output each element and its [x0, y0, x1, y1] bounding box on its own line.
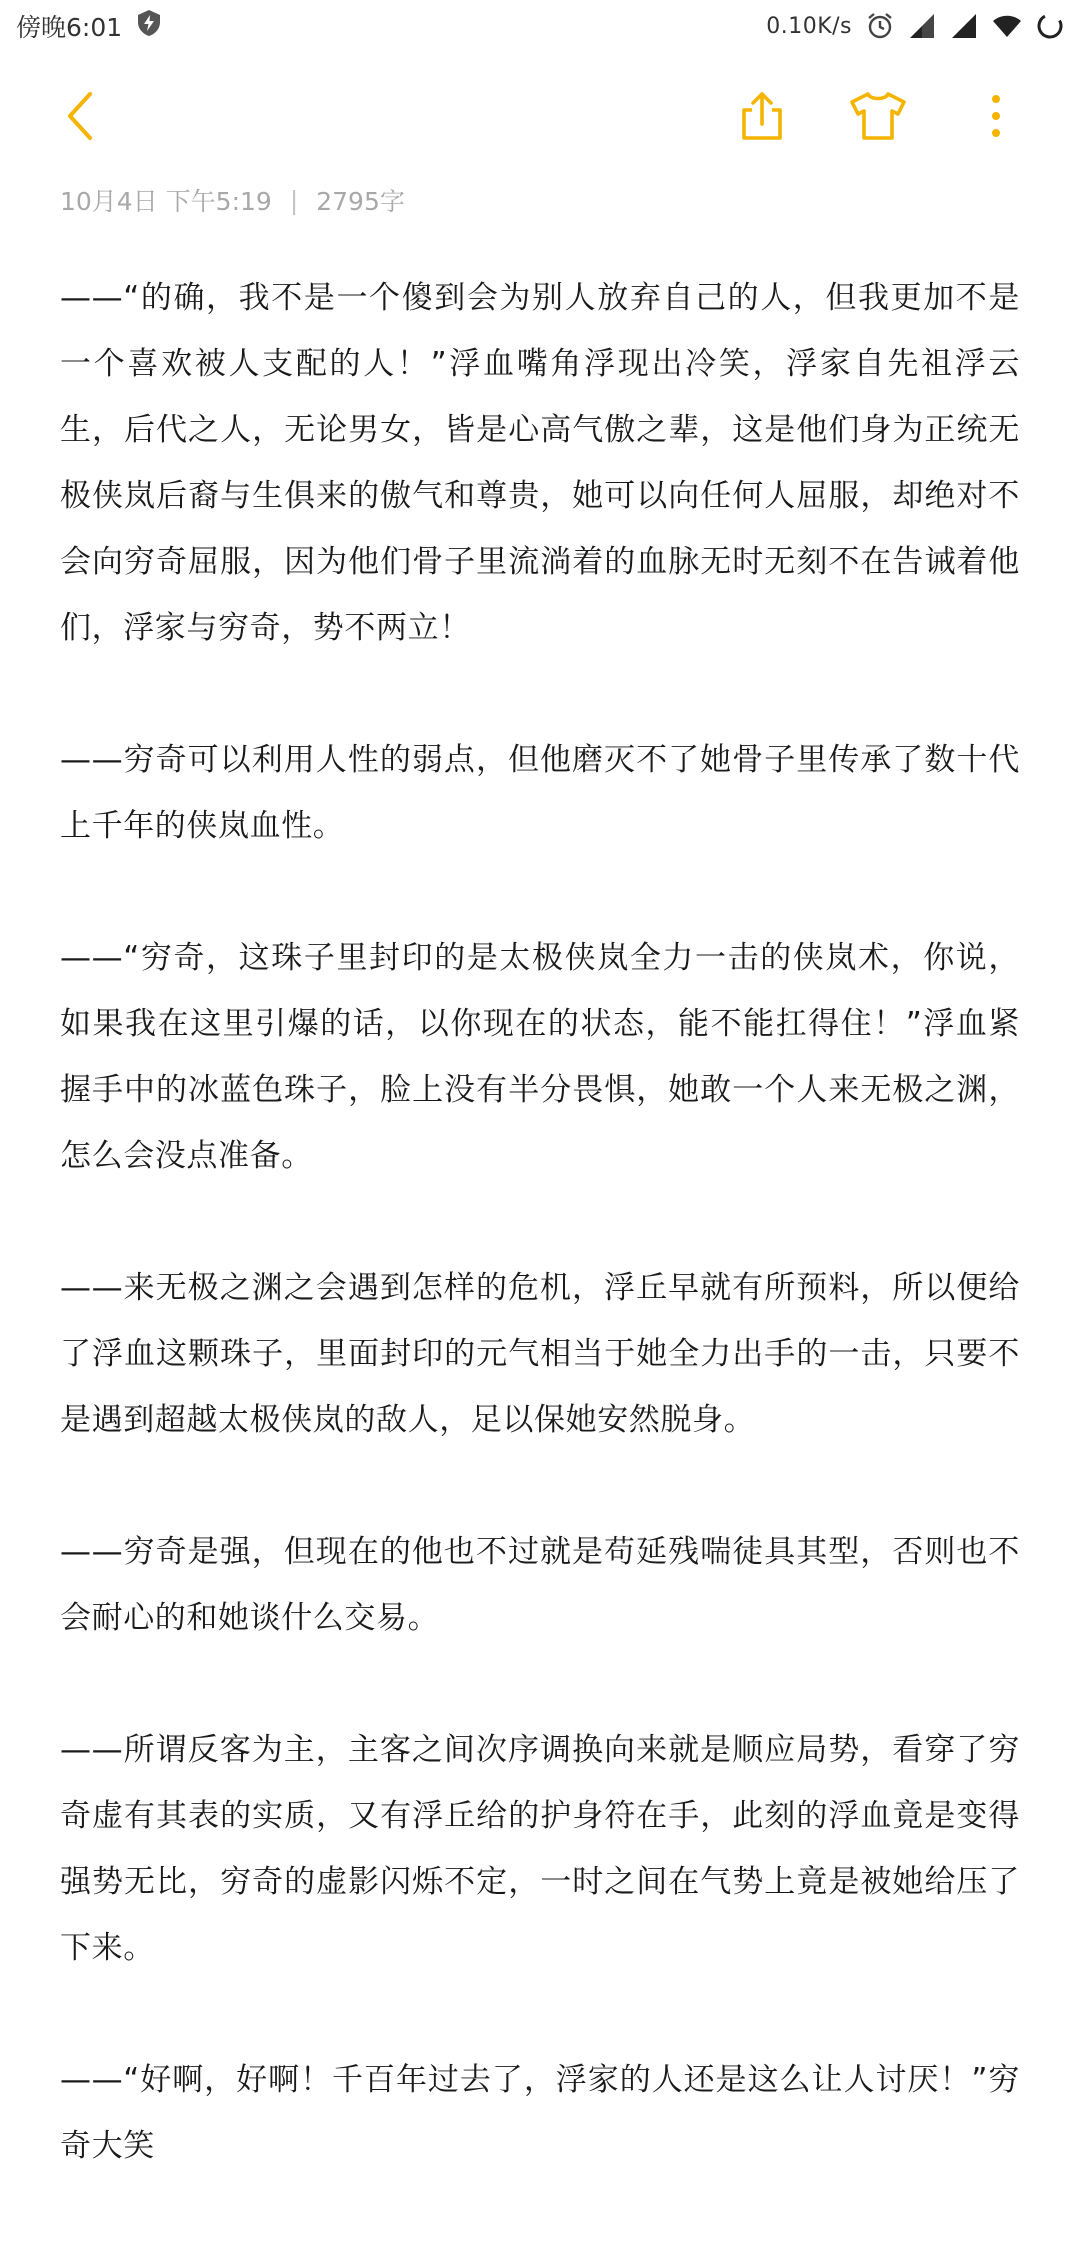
toolbar: [0, 72, 1080, 164]
paragraph: ——穷奇可以利用人性的弱点，但他磨灭不了她骨子里传承了数十代上千年的侠岚血性。: [60, 742, 1020, 844]
signal-icon: [908, 13, 936, 39]
theme-button[interactable]: [832, 72, 924, 164]
note-content[interactable]: [60, 265, 1020, 2245]
word-count: 2795字: [316, 187, 405, 216]
net-speed: 0.10K/s: [766, 13, 852, 39]
note-date: 10月4日 下午5:19: [60, 187, 272, 216]
share-button[interactable]: [716, 72, 808, 164]
status-time: 傍晚6:01: [16, 13, 123, 42]
wifi-icon: [992, 14, 1022, 38]
back-icon: [60, 90, 100, 146]
status-right: [766, 12, 1064, 40]
paragraph: ——“穷奇，这珠子里封印的是太极侠岚全力一击的侠岚术，你说，如果我在这里引爆的话，以你现在的状态，能不能扛得住！”浮血紧握手中的冰蓝色珠子，脸上没有半分畏惧，她敢一个人来无极之渊，怎么会没点准备。: [60, 940, 1020, 1174]
status-bar: [0, 0, 1080, 52]
paragraph: ——“好啊，好啊！千百年过去了，浮家的人还是这么让人讨厌！”穷奇大笑: [60, 2062, 1020, 2164]
more-icon: [989, 92, 1003, 144]
shield-bolt-icon: [136, 9, 162, 43]
meta-separator: |: [289, 185, 299, 215]
paragraph: ——“的确，我不是一个傻到会为别人放弃自己的人，但我更加不是一个喜欢被人支配的人！”浮血嘴角浮现出冷笑，浮家自先祖浮云生，后代之人，无论男女，皆是心高气傲之辈，这是他们身为正统无极侠岚后裔与生俱来的傲气和尊贵，她可以向任何人屈服，却绝对不会向穷奇屈服，因为他们骨子里流淌着的血脉无时无刻不在告诫着他们，浮家与穷奇，势不两立！: [60, 280, 1020, 646]
theme-shirt-icon: [848, 90, 908, 146]
alarm-icon: [866, 12, 894, 40]
status-left: [16, 8, 162, 44]
paragraph: ——穷奇是强，但现在的他也不过就是苟延残喘徒具其型，否则也不会耐心的和她谈什么交易。: [60, 1534, 1020, 1636]
signal-icon: [950, 13, 978, 39]
share-icon: [736, 90, 788, 146]
paragraph: ——来无极之渊之会遇到怎样的危机，浮丘早就有所预料，所以便给了浮血这颗珠子，里面封印的元气相当于她全力出手的一击，只要不是遇到超越太极侠岚的敌人，足以保她安然脱身。: [60, 1270, 1020, 1438]
note-meta: [60, 182, 405, 218]
loading-icon: [1036, 12, 1064, 40]
paragraph: ——所谓反客为主，主客之间次序调换向来就是顺应局势，看穿了穷奇虚有其表的实质，又有浮丘给的护身符在手，此刻的浮血竟是变得强势无比，穷奇的虚影闪烁不定，一时之间在气势上竟是被她给压了下来。: [60, 1732, 1020, 1966]
more-button[interactable]: [950, 72, 1042, 164]
back-button[interactable]: [34, 72, 126, 164]
